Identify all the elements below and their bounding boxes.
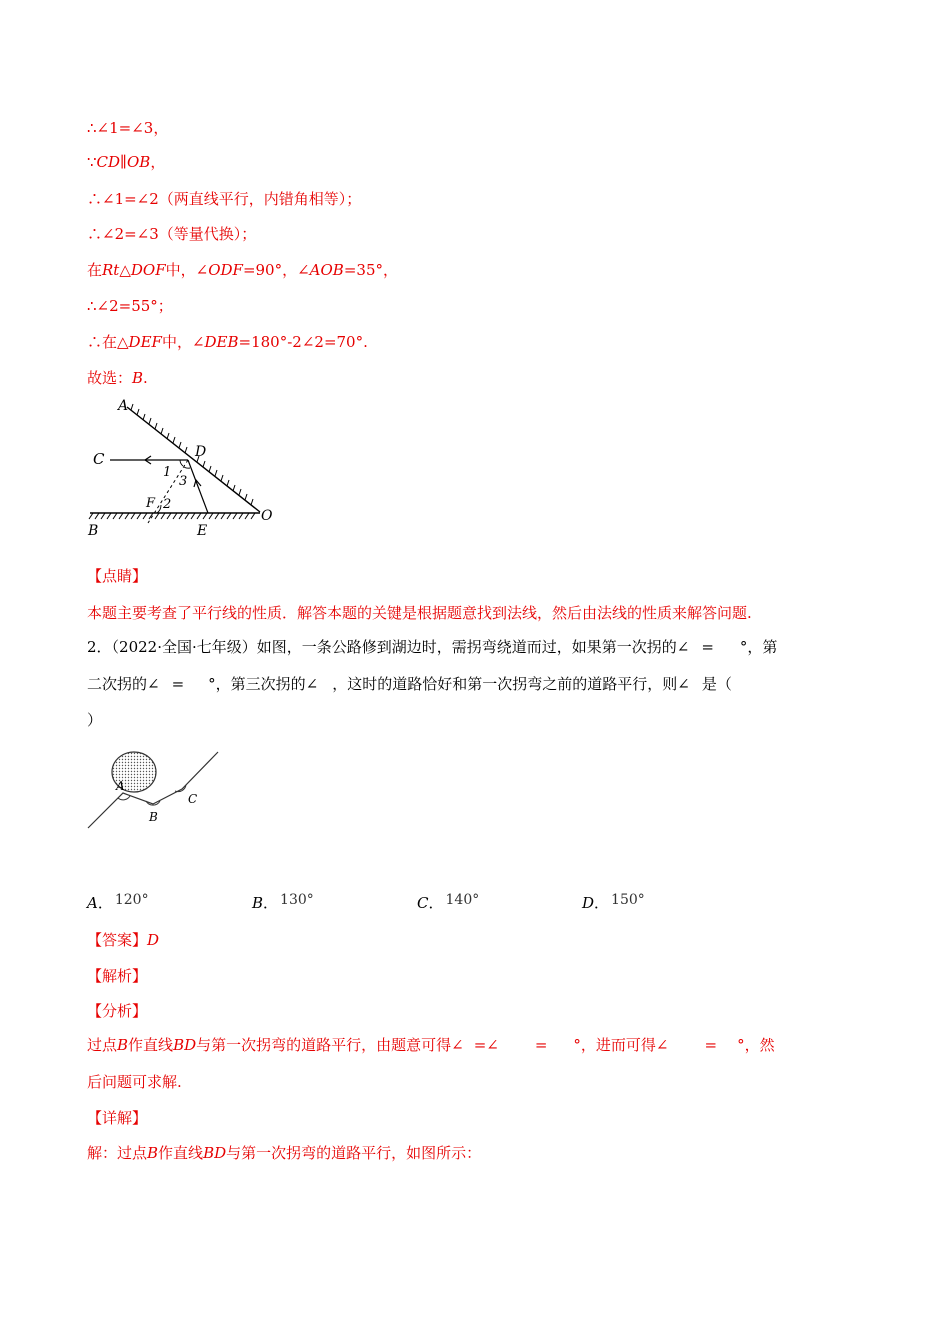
solution-line-8	[87, 368, 148, 388]
question-number: 2．	[87, 638, 112, 656]
mirror-ao-hatching	[131, 404, 253, 505]
option-value: 140°	[445, 892, 480, 908]
label-o: O	[261, 508, 273, 524]
question-text: 是（	[701, 675, 732, 693]
option-a[interactable]: A． 120°	[87, 892, 149, 912]
answer-line	[87, 930, 159, 950]
question-text: ）	[87, 711, 103, 729]
option-d[interactable]: D． 150°	[582, 892, 645, 912]
text: BD	[203, 1144, 227, 1162]
explanation-title: 【解析】	[87, 967, 148, 985]
text: △	[119, 261, 131, 279]
option-value: 120°	[114, 892, 149, 908]
solution-line-6	[87, 296, 173, 316]
option-letter: C	[417, 894, 429, 912]
because-symbol: ∵	[87, 153, 97, 171]
text: 中，∠	[165, 261, 209, 279]
solution-text: ∴∠2=∠3（等量代换）；	[87, 225, 257, 243]
solution-line-5	[87, 260, 398, 280]
analysis-title: 【分析】	[87, 1002, 148, 1020]
option-c[interactable]: C． 140°	[417, 892, 480, 912]
text: ODF	[208, 261, 243, 279]
detail-title: 【详解】	[87, 1109, 148, 1127]
question2-line-2	[87, 674, 732, 694]
label-b: B	[149, 810, 158, 824]
label-2: 2	[163, 497, 172, 512]
text: =	[704, 1036, 718, 1054]
option-value: 150°	[611, 892, 645, 908]
question-text: ，这时的道路恰好和第一次拐弯之前的道路平行，则∠	[332, 675, 690, 693]
text: AOB	[309, 261, 344, 279]
text: ∴在△	[87, 333, 129, 351]
analysis-line-1	[87, 1035, 775, 1055]
option-b[interactable]: B． 130°	[252, 892, 314, 912]
text: 解：过点	[87, 1144, 148, 1162]
label-c: C	[188, 792, 198, 806]
solution-line-3	[87, 189, 361, 209]
analysis-label	[87, 1001, 147, 1021]
label-f: F	[146, 496, 156, 511]
question-text: 二次拐的∠	[87, 675, 160, 693]
solution-line-1	[87, 118, 168, 138]
solution-line-2	[87, 152, 165, 172]
text: 与第一次拐弯的道路平行，如图所示：	[226, 1144, 482, 1162]
angle-arc-3	[184, 467, 190, 468]
road-lake-figure	[85, 740, 225, 832]
text: BD	[173, 1036, 197, 1054]
text: 后问题可求解.	[87, 1073, 182, 1091]
text: DEB	[204, 333, 239, 351]
solution-text: ∴∠1=∠3，	[87, 119, 169, 137]
text: °，进而可得∠	[573, 1036, 669, 1054]
label-3: 3	[179, 474, 188, 489]
text: 故选：	[87, 369, 133, 387]
label-d: D	[195, 444, 207, 460]
parallel-statement: CD∥OB	[96, 153, 151, 171]
text: Rt	[102, 261, 120, 279]
option-letter: A	[87, 894, 98, 912]
equals-sign: =	[701, 638, 714, 656]
solution-line-7	[87, 332, 368, 352]
comment-title	[87, 566, 147, 586]
comment-text	[87, 603, 752, 623]
label-b: B	[88, 523, 99, 539]
option-value: 130°	[280, 892, 314, 908]
option-letter: B	[252, 894, 264, 912]
angle-arc-1	[180, 460, 183, 466]
text: 与第一次拐弯的道路平行，由题意可得∠	[196, 1036, 464, 1054]
text: DEF	[128, 333, 162, 351]
text: =90°，∠	[242, 261, 310, 279]
solution-text: ∴∠2=55°；	[87, 297, 173, 315]
text: 作直线	[128, 1036, 174, 1054]
text: 作直线	[158, 1144, 204, 1162]
option-letter: D	[582, 894, 595, 912]
question-text: °，第	[739, 638, 778, 656]
punctuation: ，	[150, 153, 166, 171]
comment-body: 本题主要考查了平行线的性质．解答本题的关键是根据题意找到法线，然后由法线的性质来解答问题.	[87, 604, 752, 622]
label-a: A	[116, 779, 125, 793]
detail-line-1	[87, 1143, 481, 1163]
answer-letter: B	[132, 369, 144, 387]
answer-label: 【答案】	[87, 931, 148, 949]
mirror-reflection-figure	[85, 395, 285, 540]
answer-value: D	[147, 931, 160, 949]
text: B	[117, 1036, 129, 1054]
text: =35°，	[343, 261, 398, 279]
label-a: A	[118, 398, 129, 414]
equals-sign: =	[171, 675, 185, 693]
text: 中，∠	[161, 333, 205, 351]
text: 过点	[87, 1036, 118, 1054]
question-text: （2022·全国·七年级）如图，一条公路修到湖边时，需拐弯绕道而过，如果第一次拐的∠	[111, 638, 690, 656]
label-1: 1	[163, 465, 172, 480]
text: 在	[87, 261, 103, 279]
text: B	[147, 1144, 159, 1162]
mirror-bo-hatching	[89, 513, 255, 519]
question2-line-3	[87, 710, 102, 730]
question2-line-1	[87, 637, 777, 657]
question-text: °，第三次拐的∠	[208, 675, 319, 693]
label-e: E	[197, 523, 208, 539]
explanation-label	[87, 966, 147, 986]
text: DOF	[130, 261, 166, 279]
text: =180°-2∠2=70°.	[238, 333, 368, 351]
solution-text: ∴∠1=∠2（两直线平行，内错角相等）；	[87, 190, 362, 208]
text: =	[534, 1036, 548, 1054]
detail-label	[87, 1108, 147, 1128]
text: .	[143, 369, 148, 387]
comment-label: 【点睛】	[87, 567, 148, 585]
text: =∠	[473, 1036, 499, 1054]
label-c: C	[93, 450, 105, 468]
solution-line-4	[87, 224, 256, 244]
analysis-line-2	[87, 1072, 182, 1092]
text: °，然	[737, 1036, 775, 1054]
